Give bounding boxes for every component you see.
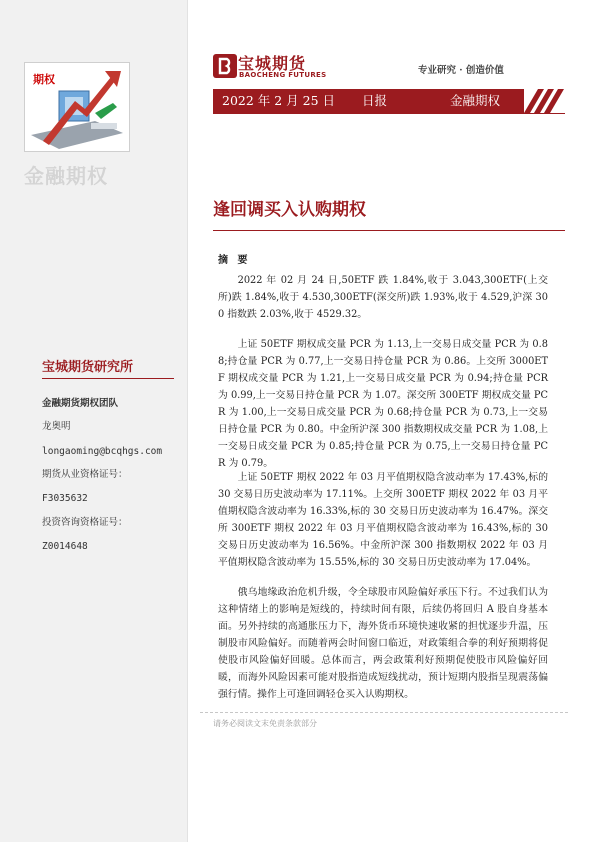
advisory-label: 投资咨询资格证号：	[42, 517, 128, 528]
analyst-email[interactable]: longaoming@bcqhgs.com	[42, 446, 163, 457]
summary-paragraph-4: 俄乌地缘政治危机升级，令全球股市风险偏好承压下行。不过我们认为这种情绪上的影响是短线的，持续时间有限，后续仍将回归 A 股自身基本面。另外持续的高通胀压力下，海外货币环境快速收紧的担忧逐步升温，压制股市风险偏好。而随着两会时间窗口临近，对政策组合拳的利好预期将促使股市风险偏好回暖。总体而言，两会政策利好预期促使股市风险偏好回暖，而海外风险因素可能对股指造成短线扰动，预计短期内股指呈现震荡偏强行情。操作上可逢回调轻仓买入认购期权。	[218, 587, 548, 700]
report-date: 2022 年 2 月 25 日	[222, 93, 336, 108]
team-name: 金融期货期权团队	[42, 398, 119, 409]
report-title: 逢回调买入认购期权	[213, 200, 366, 220]
title-divider	[213, 230, 565, 231]
banner-stripes-decoration	[524, 89, 574, 113]
summary-heading: 摘 要	[218, 255, 251, 266]
summary-paragraph-1: 2022 年 02 月 24 日,50ETF 跌 1.84%,收于 3.043,300ETF(上交所)跌 1.84%,收于 4.530,300ETF(深交所)跌 1.93%,收于 4.529,沪深 300 指数跌 2.03%,收于 4529.32。	[218, 275, 548, 320]
cover-tag: 期权	[33, 73, 55, 86]
logo-chinese-name: 宝城期货	[238, 54, 307, 73]
sidebar-category-title: 金融期权	[24, 164, 108, 188]
advisory-number: Z0014648	[42, 541, 88, 552]
slogan: 专业研究 · 创造价值	[418, 65, 504, 76]
institute-divider	[42, 378, 174, 379]
report-type: 日报	[362, 93, 388, 108]
license-number: F3035632	[42, 493, 88, 504]
summary-paragraph-2: 上证 50ETF 期权成交量 PCR 为 1.13,上一交易日成交量 PCR 为 0.88;持仓量 PCR 为 0.77,上一交易日持仓量 PCR 为 0.86。上交所 3000ETF 期权成交量 PCR 为 1.21,上一交易日成交量 PCR 为 0.94;持仓量 PCR 为 0.99,上一交易日持仓量 PCR 为 1.07。深交所 300ETF 期权成交量 PCR 为 1.00,上一交易日成交量 PCR 为 0.68;持仓量 PCR 为 0.73,上一交易日持仓量 PCR 为 0.80。中金所沪深 300 指数期权成交量 PCR 为 1.08,上一交易日成交量 PCR 为 0.85;持仓量 PCR 为 0.75,上一交易日持仓量 PCR 为 0.79。	[218, 339, 548, 469]
analyst-name: 龙奥明	[42, 421, 71, 432]
summary-paragraph-3: 上证 50ETF 期权 2022 年 03 月平值期权隐含波动率为 17.43%,标的 30 交易日历史波动率为 17.11%。上交所 300ETF 期权 2022 年 03 月平值期权隐含波动率为 16.33%,标的 30 交易日历史波动率为 16.47%。深交所 300ETF 期权 2022 年 03 月平值期权隐含波动率为 16.43%,标的 30 交易日历史波动率为 16.56%。中金所沪深 300 指数期权 2022 年 03 月平值期权隐含波动率为 15.55%,标的 30 交易日历史波动率为 17.04%。	[218, 472, 548, 568]
disclaimer-note: 请务必阅读文末免责条款部分	[213, 719, 317, 728]
logo-english-name: BAOCHENG FUTURES	[239, 71, 327, 79]
institute-name: 宝城期货研究所	[42, 360, 134, 375]
company-logo-icon	[213, 54, 237, 78]
cover-illustration	[24, 62, 130, 152]
report-column: 金融期权	[450, 93, 501, 108]
license-label: 期货从业资格证号：	[42, 469, 128, 480]
banner-underline	[213, 113, 565, 114]
footer-divider	[200, 712, 568, 713]
